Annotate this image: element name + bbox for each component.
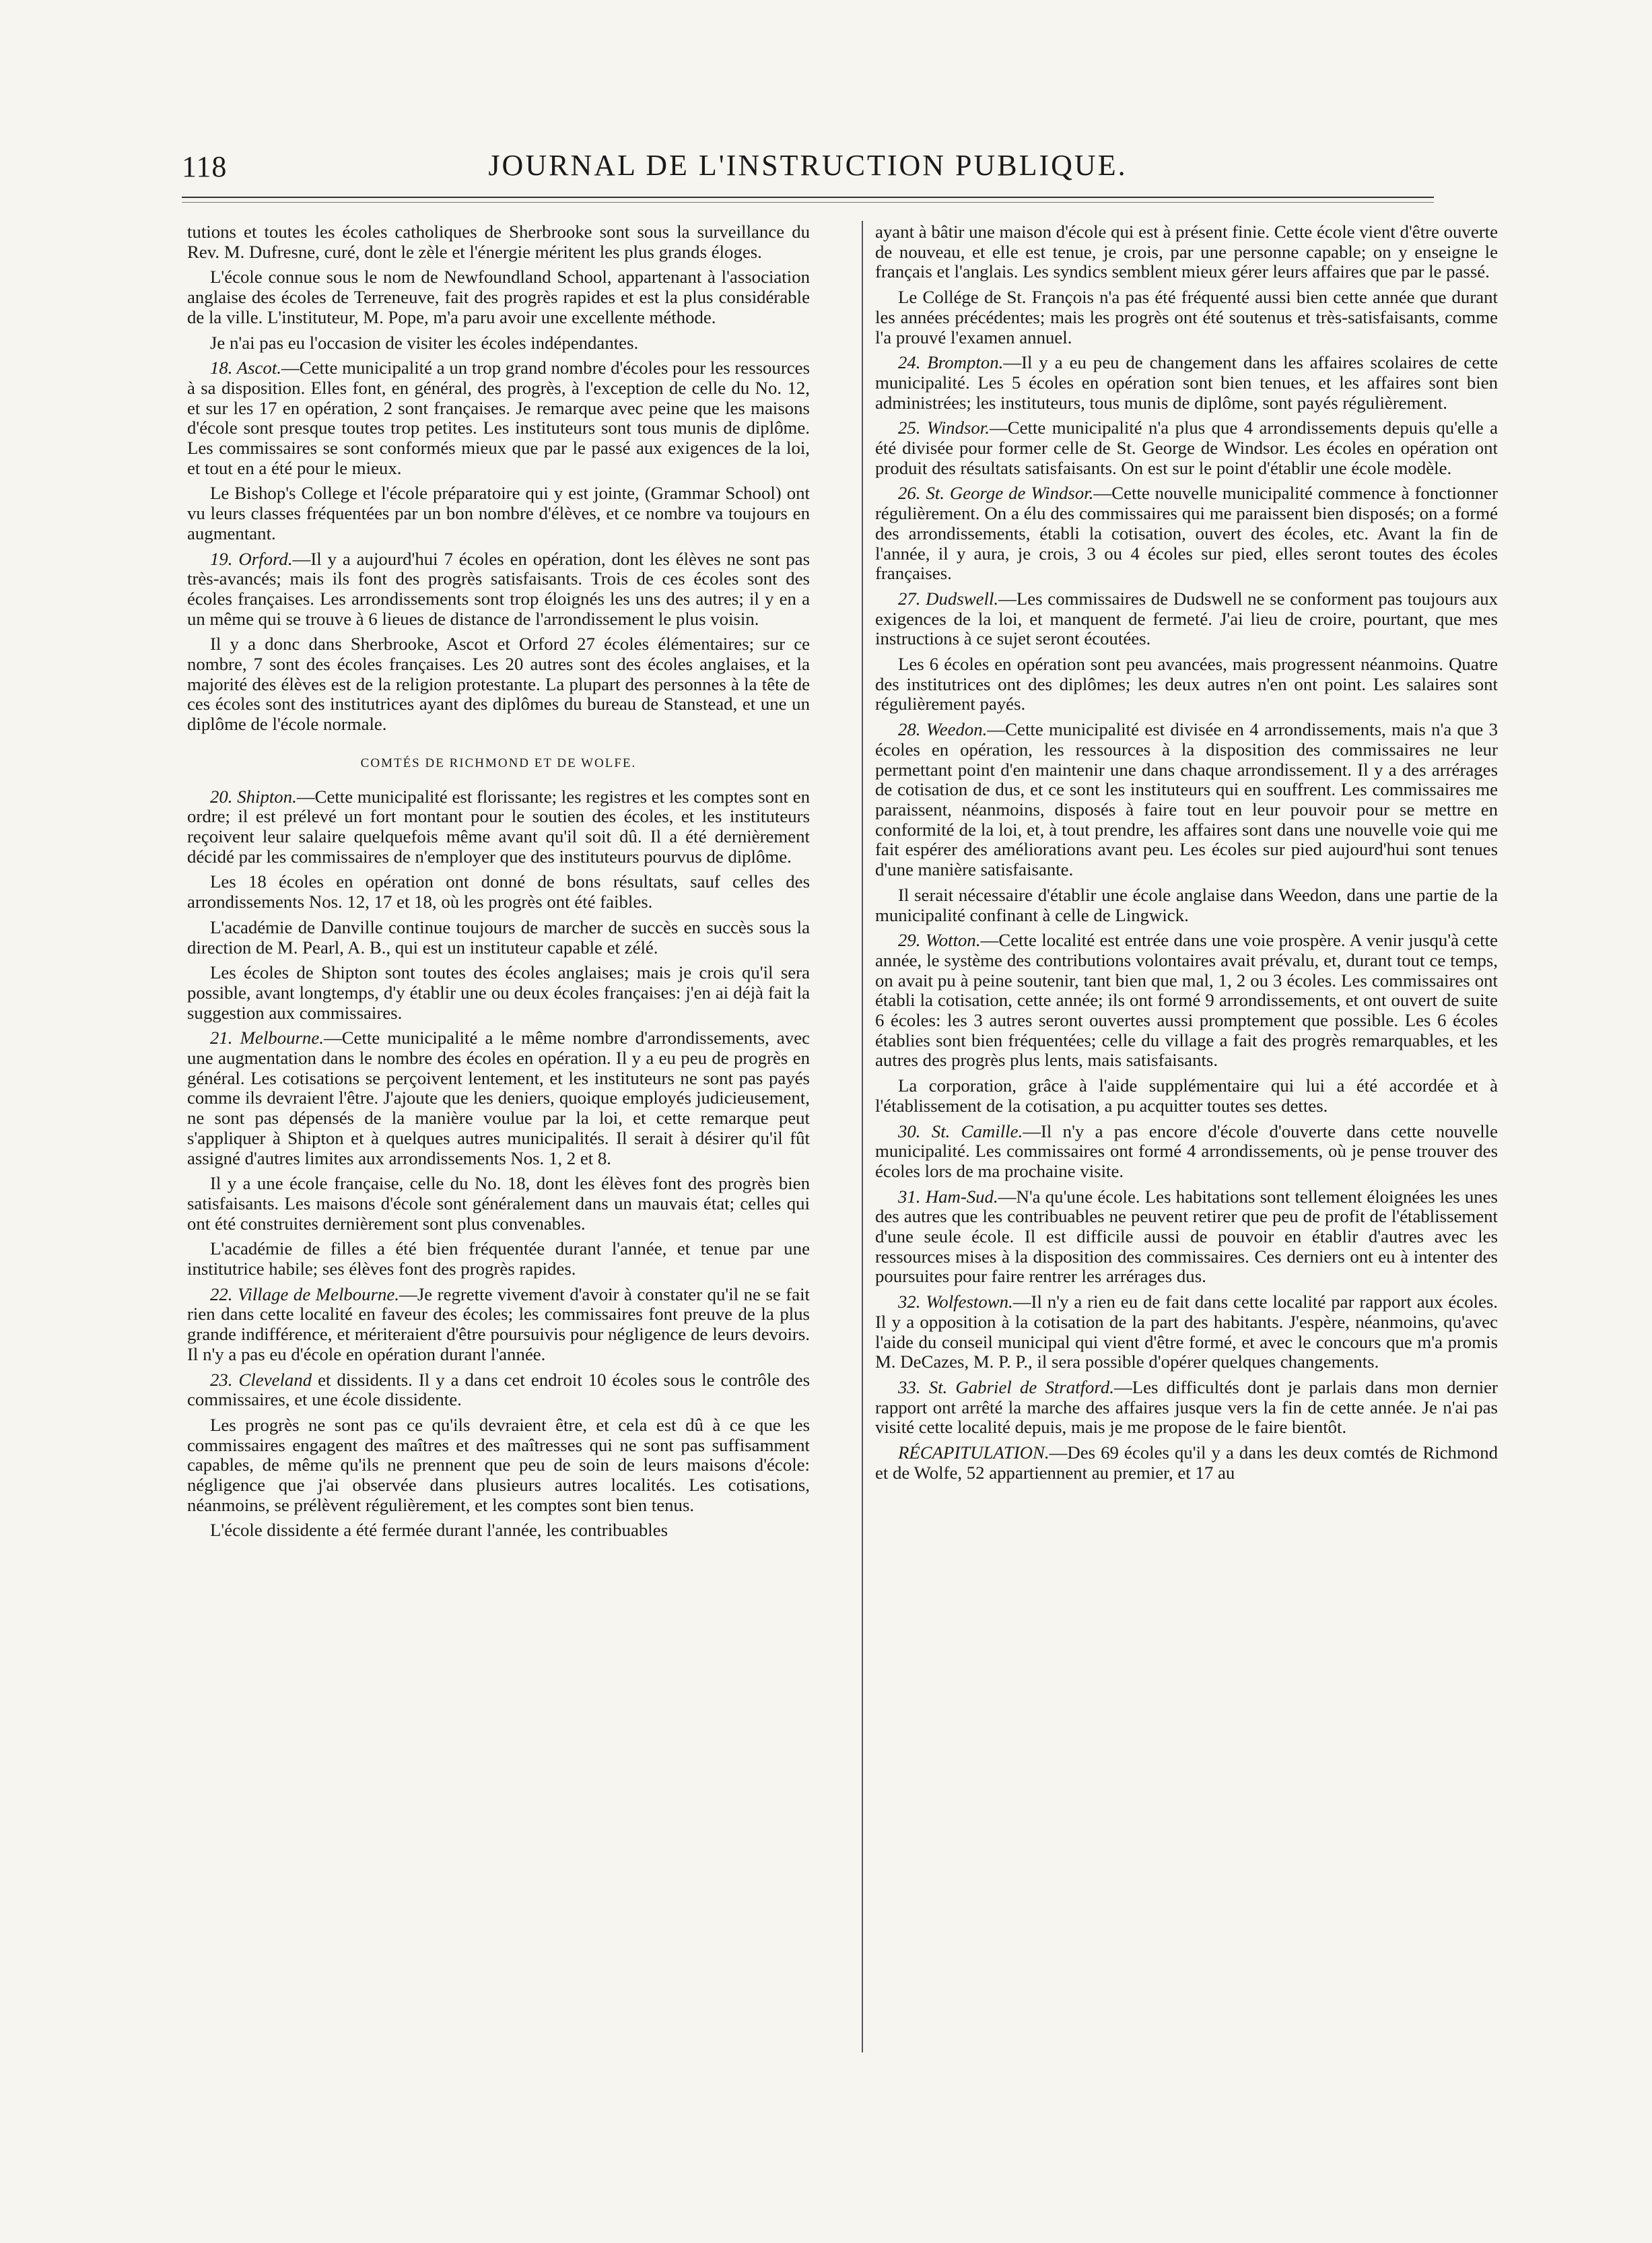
paragraph <box>875 1187 1498 1287</box>
paragraph-lead: 30. St. Camille. <box>898 1120 1023 1141</box>
paragraph-lead: 20. Shipton. <box>210 786 297 807</box>
page-header <box>182 143 1434 190</box>
paragraph <box>875 483 1498 584</box>
header-rule <box>182 197 1434 198</box>
paragraph <box>875 931 1498 1071</box>
paragraph-text: —Cette municipalité n'a plus que 4 arrondissements depuis qu'elle a été divisée pour former celle de St. George de Windsor. Les écoles en opération ont produit des résultats satisfaisants. On est sur le point d'établir une école modèle. <box>875 417 1499 478</box>
paragraph-text: —Cette municipalité a le même nombre d'arrondissements, avec une augmentation dans le nombre des écoles en opération. Il y a eu peu de progrès en général. Les cotisations se perçoivent lentement, et les instituteurs ne sont pas payés comme ils devraient l'être. J'ajoute que les deniers, quoique employés judicieusement, ne sont pas dépensés de la manière voulue par la loi, et cette remarque peut s'appliquer à Shipton et à quelques autres municipalités. Il serait à désirer qu'il fût assigné d'autres limites aux arrondissements Nos. 1, 2 et 8. <box>187 1028 810 1168</box>
paragraph <box>875 353 1498 413</box>
paragraph <box>187 872 810 912</box>
paragraph <box>187 1239 810 1279</box>
paragraph <box>875 1378 1498 1438</box>
paragraph <box>875 589 1498 649</box>
paragraph-text: —Les commissaires de Dudswell ne se conforment pas toujours aux exigences de la loi, et manquent de fermeté. J'ai lieu de croire, pourtant, que mes instructions à ce sujet seront écoutées. <box>875 588 1498 649</box>
paragraph-text: —Il n'y a pas encore d'école d'ouverte dans cette nouvelle municipalité. Les commissaires ont formé 4 arrondissements, où je pense trouver des écoles lors de ma prochaine visite. <box>875 1120 1499 1181</box>
paragraph-text: Il y a donc dans Sherbrooke, Ascot et Orford 27 écoles élémentaires; sur ce nombre, 7 sont des écoles françaises. Les 20 autres sont des écoles anglaises, et la majorité des élèves est de la religion protestante. La plupart des personnes à la tête de ces écoles sont des institutrices ayant des diplômes du bureau de Stanstead, et une un diplôme de l'école normale. <box>187 634 810 735</box>
paragraph-lead: RÉCAPITULATION. <box>898 1442 1049 1463</box>
paragraph-lead: 28. Weedon. <box>898 719 988 740</box>
paragraph <box>187 1174 810 1234</box>
page-number: 118 <box>182 150 228 183</box>
section-heading: COMTÉS DE RICHMOND ET DE WOLFE. <box>360 756 637 770</box>
paragraph <box>187 1370 810 1410</box>
paragraph <box>187 267 810 327</box>
paragraph <box>187 963 810 1023</box>
column-divider <box>862 221 863 2052</box>
header-rule-thin <box>182 202 1434 203</box>
paragraph-text: —Cette nouvelle municipalité commence à fonctionner régulièrement. On a élu des commissaires qui me paraissent bien disposés; on a formé des arrondissements, établi la cotisation, ouvert des écoles, etc. Avant la fin de l'année, il y aura, je crois, 3 ou 4 écoles sur pied, elles seront toutes des écoles françaises. <box>875 483 1499 584</box>
paragraph-lead: 29. Wotton. <box>898 930 981 951</box>
paragraph <box>875 720 1498 880</box>
paragraph-text: ayant à bâtir une maison d'école qui est à présent finie. Cette école vient d'être ouverte de nouveau, et elle est tenue, je crois, par une personne capable; on y enseigne le français et l'anglais. Les syndics semblent mieux gérer leurs affaires que par le passé. <box>875 222 1498 282</box>
paragraph-text: L'académie de Danville continue toujours de marcher de succès en succès sous la direction de M. Pearl, A. B., qui est un instituteur capable et zélé. <box>187 916 810 958</box>
paragraph-lead: 25. Windsor. <box>898 417 990 438</box>
paragraph <box>875 655 1498 714</box>
paragraph-text: et dissidents. Il y a dans cet endroit 10 écoles sous le contrôle des commissaires, et une école dissidente. <box>187 1369 810 1410</box>
paragraph-text: L'académie de filles a été bien fréquentée durant l'année, et tenue par une institutrice habile; ses élèves font des progrès rapides. <box>187 1238 810 1279</box>
paragraph-text: Le Collége de St. François n'a pas été fréquenté aussi bien cette année que durant les années précédentes; mais les progrès ont été soutenus et très-satisfaisants, comme l'a prouvé l'examen annuel. <box>875 287 1498 347</box>
paragraph-text: —Cette municipalité a un trop grand nombre d'écoles pour les ressources à sa disposition. Elles font, en général, des progrès, à l'exception de celle du No. 12, et sur les 17 en opération, 2 sont françaises. Je remarque avec peine que les maisons d'école sont presque toutes trop petites. Les instituteurs sont tous munis de diplôme. Les commissaires se sont conformés mieux que par le passé aux exigences de la loi, et tout en a été pour le mieux. <box>187 358 810 478</box>
paragraph <box>875 222 1498 282</box>
paragraph <box>187 483 810 543</box>
paragraph <box>875 885 1498 925</box>
paragraph-text: Il y a une école française, celle du No. 18, dont les élèves font des progrès bien satisfaisants. Les maisons d'école sont généralement dans un mauvais état; celles qui ont été construites dernièrement sont plus convenables. <box>187 1173 810 1234</box>
paragraph <box>187 918 810 958</box>
paragraph <box>187 1028 810 1168</box>
paragraph-text: Les progrès ne sont pas ce qu'ils devraient être, et cela est dû à ce que les commissaires engagent des maîtres et des maîtresses qui ne sont pas suffisamment capables, de même qu'ils ne prennent que peu de soin de leurs maisons d'école: négligence que j'ai observée dans plusieurs autres localités. Les cotisations, néanmoins, se prélèvent régulièrement, et les comptes sont bien tenus. <box>187 1414 810 1515</box>
paragraph-lead: 18. Ascot. <box>210 358 281 378</box>
paragraph-text: Les 18 écoles en opération ont donné de bons résultats, sauf celles des arrondissements Nos. 12, 17 et 18, où les progrès ont été faibles. <box>187 871 810 912</box>
right-column <box>875 222 1498 1488</box>
paragraph-text: Je n'ai pas eu l'occasion de visiter les écoles indépendantes. <box>210 332 639 353</box>
journal-title: JOURNAL DE L'INSTRUCTION PUBLIQUE. <box>488 149 1128 182</box>
paragraph <box>187 358 810 478</box>
paragraph <box>187 634 810 735</box>
paragraph-text: —Cette municipalité est florissante; les registres et les comptes sont en ordre; il est prélevé un fort montant pour le soutien des écoles, et les instituteurs reçoivent leur salaire quelquefois même avant qu'il soit dû. Il a été dernièrement décidé par les commissaires de n'employer que des instituteurs pourvus de diplôme. <box>187 786 810 867</box>
paragraph <box>187 549 810 630</box>
paragraph-text: Le Bishop's College et l'école préparatoire qui y est jointe, (Grammar School) ont vu leurs classes fréquentées par un bon nombre d'élèves, et ce nombre va toujours en augmentant. <box>187 483 810 543</box>
paragraph-lead: 32. Wolfestown. <box>898 1292 1013 1312</box>
paragraph <box>875 288 1498 347</box>
paragraph-lead: 21. Melbourne. <box>210 1028 324 1048</box>
paragraph-text: —Il n'y a rien eu de fait dans cette localité par rapport aux écoles. Il y a opposition à la cotisation de la part des habitants. J'espère, néanmoins, qu'avec l'aide du conseil municipal qui vient d'être formé, et avec le concours que m'a promis M. DeCazes, M. P. P., il sera possible d'opérer quelques changements. <box>875 1292 1498 1372</box>
paragraph-text: —Les difficultés dont je parlais dans mon dernier rapport ont arrêté la marche des affaires jusque vers la fin de cette année. Je n'ai pas visité cette localité depuis, mais je me propose de le faire bientôt. <box>875 1376 1498 1438</box>
paragraph-text: —Il y a aujourd'hui 7 écoles en opération, dont les élèves ne sont pas très-avancés; mais ils font des progrès satisfaisants. Trois de ces écoles sont des écoles françaises. Les arrondissements sont trop éloignés les uns des autres; il y en a un même qui se trouve à 6 lieues de distance de l'arrondissement le plus voisin. <box>187 548 810 629</box>
paragraph <box>187 787 810 867</box>
paragraph <box>187 1520 810 1541</box>
paragraph <box>875 1292 1498 1372</box>
paragraph-text: L'école connue sous le nom de Newfoundland School, appartenant à l'association anglaise des écoles de Terreneuve, fait des progrès rapides et est la plus considérable de la ville. L'instituteur, M. Pope, m'a paru avoir une excellente méthode. <box>187 267 810 327</box>
paragraph <box>187 1285 810 1365</box>
paragraph-text: Il serait nécessaire d'établir une école anglaise dans Weedon, dans une partie de la municipalité confinant à celle de Lingwick. <box>875 884 1498 925</box>
paragraph <box>875 418 1498 478</box>
paragraph-lead: 23. Cleveland <box>210 1369 312 1390</box>
paragraph-text: Les 6 écoles en opération sont peu avancées, mais progressent néanmoins. Quatre des institutrices ont des diplômes; les deux autres n'en ont point. Les salaires sont régulièrement payés. <box>875 654 1498 714</box>
paragraph-text: L'école dissidente a été fermée durant l'année, les contribuables <box>210 1520 668 1541</box>
paragraph-text: —Cette municipalité est divisée en 4 arrondissements, mais n'a que 3 écoles en opération, les ressources à la disposition des commissaires ne leur permettant point d'en maintenir une dans chaque arrondissement. Il y a des arrérages de cotisation de dus, et ce sont les instituteurs qui en souffrent. Les commissaires me paraissent, néanmoins, disposés à faire tout en leur pouvoir pour se mettre en conformité de la loi, et, à tout prendre, les affaires sont dans une nouvelle voie qui me fait espérer des améliorations avant peu. Les écoles sur pied aujourd'hui sont tenues d'une manière satisfaisante. <box>875 719 1498 880</box>
paragraph-lead: 33. St. Gabriel de Stratford. <box>898 1376 1114 1397</box>
paragraph-lead: 24. Brompton. <box>898 352 1004 373</box>
paragraph <box>187 222 810 262</box>
paragraph <box>875 1122 1498 1182</box>
paragraph <box>875 1076 1498 1116</box>
paragraph-text: —Il y a eu peu de changement dans les affaires scolaires de cette municipalité. Les 5 écoles en opération sont bien tenues, et les affaires sont bien administrées; les instituteurs, tous munis de diplôme, sont payés régulièrement. <box>875 352 1499 413</box>
paragraph-text: La corporation, grâce à l'aide supplémentaire qui lui a été accordée et à l'établissement de la cotisation, a pu acquitter toutes ses dettes. <box>875 1075 1498 1116</box>
paragraph <box>187 333 810 354</box>
paragraph-text: —Je regrette vivement d'avoir à constater qu'il ne se fait rien dans cette localité en faveur des écoles; les commissaires font preuve de la plus grande indifférence, et mériteraient d'être poursuivis pour négligence de leurs devoirs. Il n'y a pas eu d'école en opération durant l'année. <box>187 1283 810 1364</box>
paragraph-text: Les écoles de Shipton sont toutes des écoles anglaises; mais je crois qu'il sera possible, avant longtemps, d'y établir une ou deux écoles françaises: j'en ai déjà fait la suggestion aux commissaires. <box>187 962 810 1023</box>
paragraph-text: tutions et toutes les écoles catholiques de Sherbrooke sont sous la surveillance du Rev. M. Dufresne, curé, dont le zèle et l'énergie méritent les plus grands éloges. <box>187 222 810 262</box>
paragraph-lead: 22. Village de Melbourne. <box>210 1283 400 1304</box>
paragraph-lead: 19. Orford. <box>210 548 293 569</box>
paragraph-lead: 31. Ham-Sud. <box>898 1186 998 1207</box>
left-column <box>187 222 810 1546</box>
paragraph-lead: 26. St. George de Windsor. <box>898 483 1094 504</box>
paragraph-text: —Cette localité est entrée dans une voie prospère. A venir jusqu'à cette année, le système des contributions volontaires avait prévalu, et, durant tout ce temps, on avait pu à peine soutenir, tant bien que mal, 1, 2 ou 3 écoles. Les commissaires ont établi la cotisation, cette année; ils ont formé 9 arrondissements, et ont ouvert de suite 6 écoles: les 3 autres seront ouvertes aussi promptement que possible. Les 6 écoles établies sont bien fréquentées; celle du village a fait des progrès remarquables, et les autres des progrès plus lents, mais satisfaisants. <box>875 930 1498 1071</box>
paragraph <box>187 1415 810 1516</box>
paragraph-lead: 27. Dudswell. <box>898 588 999 609</box>
paragraph <box>875 1443 1498 1483</box>
paragraph-text: —Des 69 écoles qu'il y a dans les deux comtés de Richmond et de Wolfe, 52 appartiennent au premier, et 17 au <box>875 1442 1498 1483</box>
paragraph-text: —N'a qu'une école. Les habitations sont tellement éloignées les unes des autres que les contribuables ne peuvent retirer que peu de profit de l'établissement d'une seule école. Il est difficile aussi de pouvoir en établir d'autres avec les ressources mises à la disposition des commissaires. Ces derniers ont eu à intenter des poursuites pour faire rentrer les arrérages dus. <box>875 1186 1498 1287</box>
